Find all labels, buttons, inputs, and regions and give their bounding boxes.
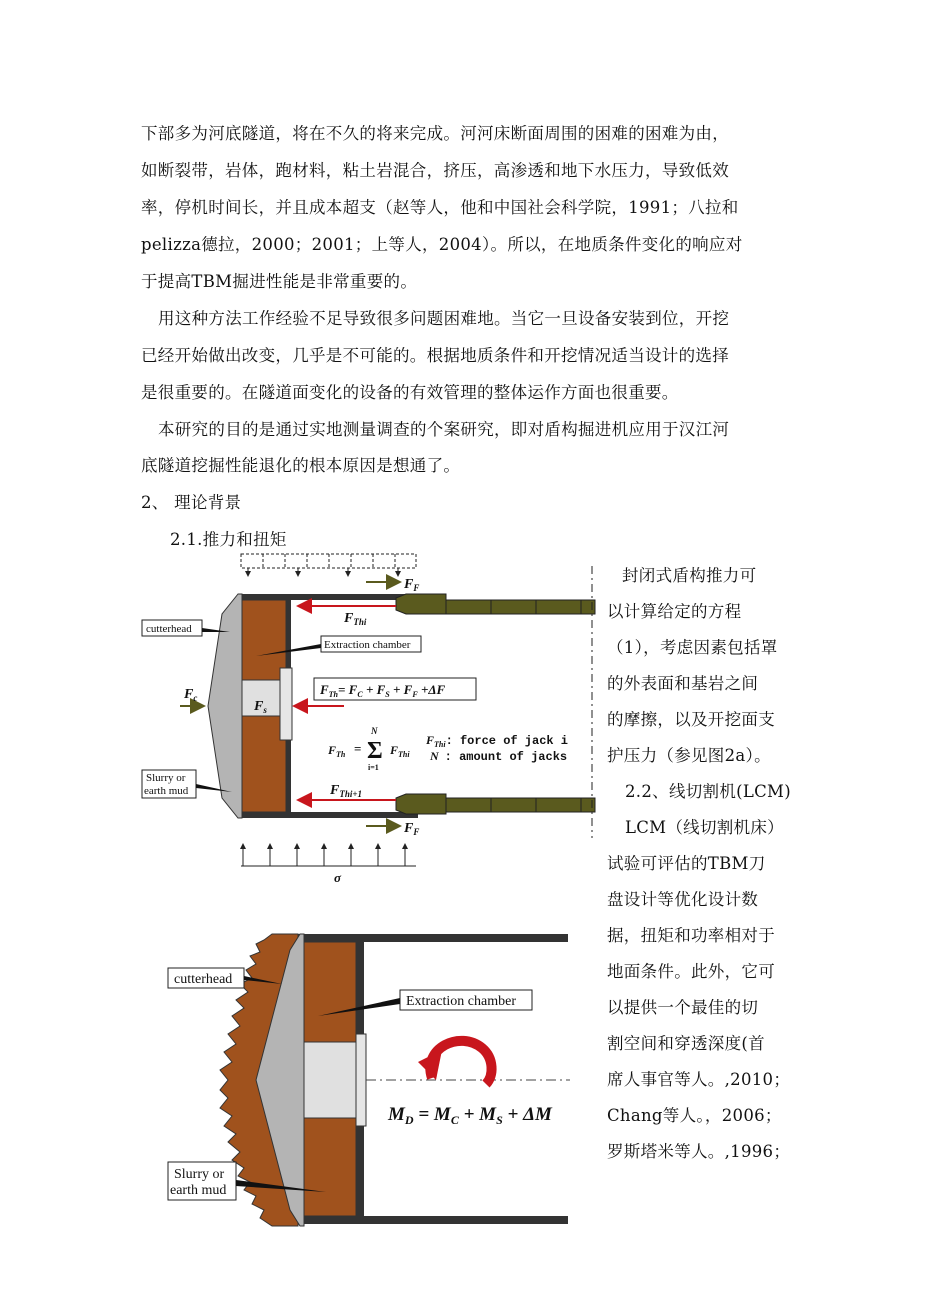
svg-text:N: N [371, 726, 378, 736]
text-line: 率，停机时间长，并且成本超支（赵等人，他和中国社会科学院，1991；八拉和 [141, 198, 739, 217]
torque-equation: $M_D = M_C + M_S + \Delta M$ [388, 1104, 552, 1127]
segments-top [396, 594, 595, 614]
shield-bottom [241, 812, 418, 818]
shield-bottom [298, 1216, 568, 1224]
text-line: 盘设计等优化设计数 [607, 890, 759, 909]
bottom-load-arrows [241, 844, 416, 866]
figure-thrust-diagram [138, 548, 600, 888]
figure-torque-diagram [160, 930, 580, 1230]
fc-label: $F_c$ [184, 687, 198, 703]
svg-text:i=1: i=1 [368, 763, 379, 772]
sigma-label: σ [334, 870, 342, 885]
chamber-label: Extraction chamber [324, 639, 411, 651]
fthi-label: $F_{Thi}$ [344, 611, 367, 627]
fthi1-label: $F_{Thi+1}$ [330, 783, 362, 799]
text-line: 罗斯塔米等人。,1996； [607, 1142, 791, 1161]
text-line: 底隧道挖掘性能退化的根本原因是想通了。 [141, 456, 461, 475]
svg-text:=: = [354, 741, 362, 756]
equation-text: $F_{Th}= F_C + F_S + F_F +\Delta F$ [320, 682, 446, 699]
text-line: 的摩擦，以及开挖面支 [607, 710, 775, 729]
segments-bottom [396, 794, 595, 814]
text-line: 试验可评估的TBM刀 [607, 854, 766, 873]
svg-text:FTh: $F_{Th}$ [328, 743, 346, 759]
subsection-heading: 2.1.推力和扭矩 [170, 530, 287, 549]
text-line: 用这种方法工作经验不足导致很多问题困难地。当它一旦设备安装到位，开挖 [158, 309, 730, 328]
fs-label: $F_s$ [254, 699, 267, 715]
text-line: 以计算给定的方程 [607, 602, 742, 621]
text-line: （1），考虑因素包括罩 [607, 638, 778, 657]
sum-formula [327, 726, 568, 772]
ff-top-label: $F_F$ [404, 577, 420, 593]
text-line: 据，扭矩和功率相对于 [607, 926, 775, 945]
text-line: LCM（线切割机床） [625, 818, 784, 837]
svg-text:FThi: force of jack i: $F_{Thi}$: force of jack i [426, 733, 568, 749]
svg-text:FThi: $F_{Thi}$ [390, 743, 410, 759]
text-line: 2.2、线切割机(LCM) [625, 782, 791, 801]
shield-top [241, 594, 418, 600]
text-line: 已经开始做出改变，几乎是不可能的。根据地质条件和开挖情况适当设计的选择 [141, 346, 729, 365]
text-line: 席人事官等人。,2010； [607, 1070, 791, 1089]
text-line: 割空间和穿透深度(首 [607, 1034, 765, 1053]
shaft-flange [280, 668, 292, 740]
text-line: 下部多为河底隧道，将在不久的将来完成。河河床断面周围的困难的困难为由， [141, 124, 729, 143]
top-load-boxes [241, 554, 416, 568]
text-line: 护压力（参见图2a）。 [607, 746, 771, 765]
chamber-label: Extraction chamber [406, 994, 517, 1009]
text-line: 地面条件。此外，它可 [607, 962, 775, 981]
text-line: pelizza德拉，2000；2001；上等人，2004）。所以，在地质条件变化的响应对 [141, 235, 743, 254]
cutterhead-label: cutterhead [146, 623, 192, 635]
text-line: 本研究的目的是通过实地测量调查的个案研究，即对盾构掘进机应用于汉江河 [158, 420, 730, 439]
text-line: 于提高TBM掘进性能是非常重要的。 [141, 272, 418, 291]
shaft-flange [356, 1034, 366, 1126]
text-line: Chang等人。，2006； [607, 1106, 782, 1125]
text-line: 的外表面和基岩之间 [607, 674, 759, 693]
svg-text:N: amount of jacks: N : amount of jacks [430, 749, 568, 764]
text-line: 是很重要的。在隧道面变化的设备的有效管理的整体运作方面也很重要。 [141, 383, 679, 402]
rotation-arrow-icon [418, 1041, 492, 1084]
slurry-label-2: earth mud [170, 1183, 227, 1198]
slurry-label-1: Slurry or [174, 1167, 225, 1182]
svg-text:Σ: Σ [367, 738, 383, 764]
text-line: 封闭式盾构推力可 [622, 566, 757, 585]
shaft [304, 1042, 362, 1118]
cutterhead-label: cutterhead [174, 972, 233, 987]
text-line: 以提供一个最佳的切 [607, 998, 759, 1017]
cutterhead-disc [208, 594, 242, 818]
slurry-label-1: Slurry or [146, 772, 186, 784]
shield-top [298, 934, 568, 942]
slurry-label-2: earth mud [144, 785, 189, 797]
section-heading: 2、 理论背景 [141, 493, 242, 512]
text-line: 如断裂带，岩体，跑材料，粘土岩混合，挤压，高渗透和地下水压力，导致低效 [141, 161, 729, 180]
ff-bottom-label: $F_F$ [404, 821, 420, 837]
